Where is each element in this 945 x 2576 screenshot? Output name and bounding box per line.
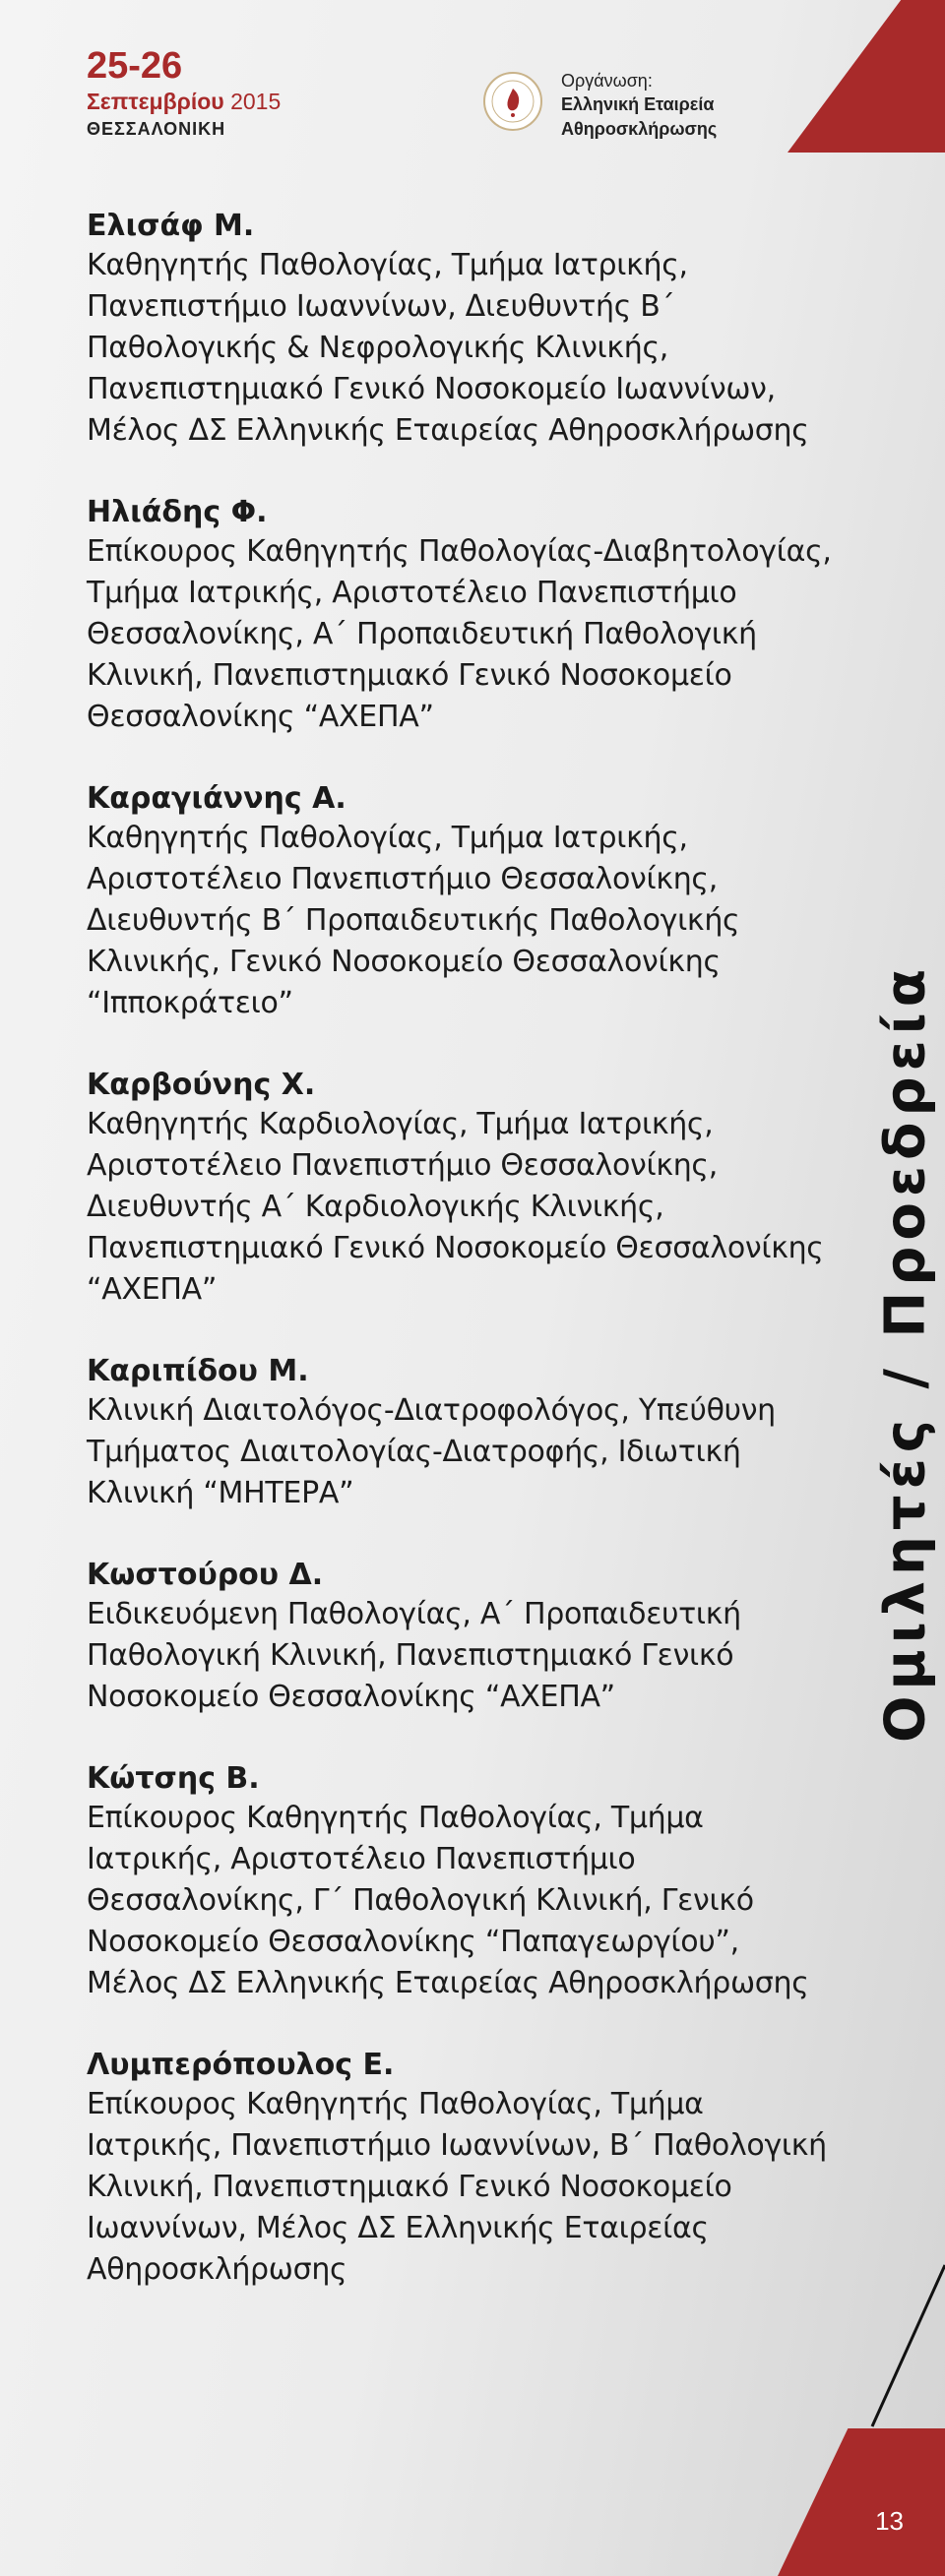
speaker-name: Ηλιάδης Φ. [87,495,268,529]
speaker-name: Λυμπερόπουλος Ε. [87,2048,395,2082]
speaker-bio: Καθηγητής Παθολογίας, Τμήμα Ιατρικής, Πανεπιστήμιο Ιωαννίνων, Διευθυντής Β΄ Παθολογικής & Νεφρολογικής Κλινικής, Πανεπιστημιακό Γενικό Νοσοκομείο Ιωαννίνων, Μέλος ΔΣ Ελληνικής Εταιρείας Αθηροσκλήρωσης [87,248,809,448]
event-year: 2015 [230,89,282,114]
speaker-bio: Επίκουρος Καθηγητής Παθολογίας, Τμήμα Ιατρικής, Αριστοτέλειο Πανεπιστήμιο Θεσσαλονίκης, Γ΄ Παθολογική Κλινική, Γενικό Νοσοκομείο Θεσσαλονίκης “Παπαγεωργίου”, Μέλος ΔΣ Ελληνικής Εταιρείας Αθηροσκλήρωσης [87,1801,809,2000]
organizer-info [561,69,717,141]
speaker-bio: Καθηγητής Παθολογίας, Τμήμα Ιατρικής, Αριστοτέλειο Πανεπιστήμιο Θεσσαλονίκης, Διευθυντής Β΄ Προπαιδευτικής Παθολογικής Κλινικής, Γενικό Νοσοκομείο Θεσσαλονίκης “Ιπποκράτειο” [87,821,740,1020]
event-month: Σεπτεμβρίου [87,89,224,114]
event-dates [87,47,281,140]
speaker-name: Καραγιάννης Α. [87,781,346,816]
speaker-name: Κώτσης Β. [87,1761,260,1796]
event-city: ΘΕΣΣΑΛΟΝΙΚΗ [87,119,226,139]
society-seal-icon [482,71,543,132]
speaker-bio: Κλινική Διαιτολόγος-Διατροφολόγος, Υπεύθυνη Τμήματος Διαιτολογίας-Διατροφής, Ιδιωτική Κλινική “ΜΗΤΕΡΑ” [87,1393,776,1510]
speaker-entry [87,2046,835,2291]
top-corner-decoration [788,0,945,153]
speaker-bio: Επίκουρος Καθηγητής Παθολογίας, Τμήμα Ιατρικής, Πανεπιστήμιο Ιωαννίνων, Β΄ Παθολογική Κλινική, Πανεπιστημιακό Γενικό Νοσοκομείο Ιωαννίνων, Μέλος ΔΣ Ελληνικής Εταιρείας Αθηροσκλήρωσης [87,2087,827,2287]
speaker-name: Καρβούνης Χ. [87,1068,316,1102]
speaker-bio: Καθηγητής Καρδιολογίας, Τμήμα Ιατρικής, Αριστοτέλειο Πανεπιστήμιο Θεσσαλονίκης, Διευθυντής Α΄ Καρδιολογικής Κλινικής, Πανεπιστημιακό Γενικό Νοσοκομείο Θεσσαλονίκης “ΑΧΕΠΑ” [87,1107,824,1307]
bottom-corner-decoration [778,2428,945,2576]
speaker-entry [87,493,835,738]
organizer-name-line1: Ελληνική Εταιρεία [561,94,715,115]
section-title: Ομιλητές / Προεδρεία [873,962,938,1744]
speaker-name: Καριπίδου Μ. [87,1354,309,1388]
organizer-name-line2: Αθηροσκλήρωσης [561,118,718,139]
diagonal-line-decoration [866,2261,945,2428]
speaker-entry [87,1352,835,1514]
speaker-entry [87,1556,835,1718]
speaker-name: Κωστούρου Δ. [87,1558,324,1592]
speaker-entry [87,207,835,452]
speaker-bio: Επίκουρος Καθηγητής Παθολογίας-Διαβητολογίας, Τμήμα Ιατρικής, Αριστοτέλειο Πανεπιστήμιο Θεσσαλονίκης, Α΄ Προπαιδευτική Παθολογική Κλινική, Πανεπιστημιακό Γενικό Νοσοκομείο Θεσσαλονίκης “ΑΧΕΠΑ” [87,534,832,734]
organizer-label: Οργάνωση: [561,71,653,91]
speaker-entry [87,1066,835,1311]
speaker-entry [87,779,835,1024]
speaker-list [87,207,835,2332]
page-number: 13 [875,2506,904,2536]
speaker-bio: Ειδικευόμενη Παθολογίας, Α΄ Προπαιδευτική Παθολογική Κλινική, Πανεπιστημιακό Γενικό Νοσοκομείο Θεσσαλονίκης “ΑΧΕΠΑ” [87,1597,741,1714]
event-month-year [87,89,281,115]
speaker-name: Ελισάφ Μ. [87,209,255,243]
speaker-entry [87,1759,835,2004]
event-days: 25-26 [87,45,183,87]
